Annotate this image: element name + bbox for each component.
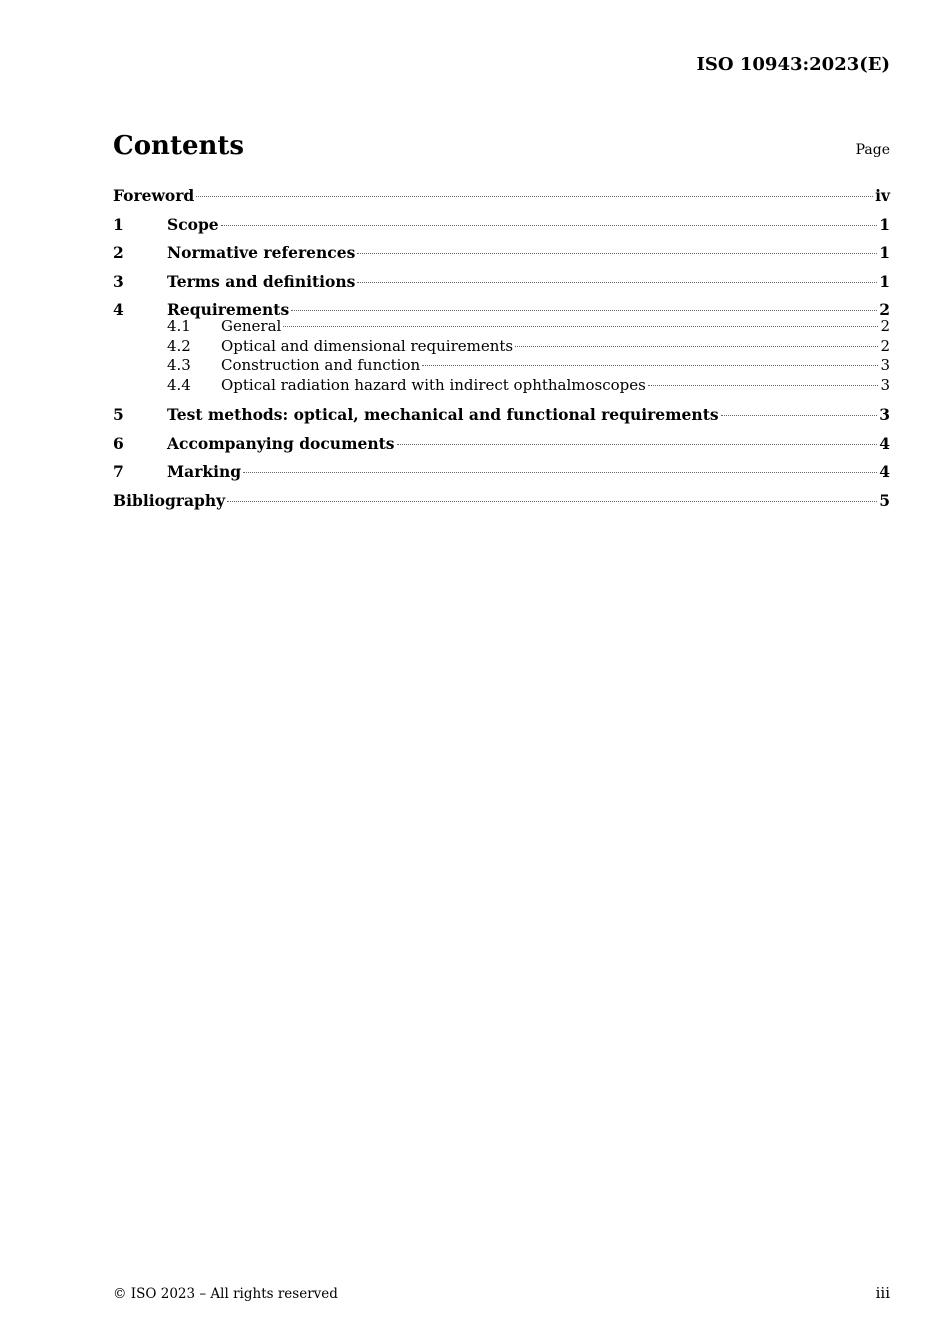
toc-entry-page: 2	[880, 336, 890, 355]
dot-leader	[515, 346, 878, 347]
toc-entry-title: Construction and function	[221, 356, 421, 374]
toc-entry-page: 1	[879, 271, 890, 291]
dot-leader	[196, 196, 873, 197]
toc-entry-title: General	[221, 317, 282, 335]
toc-entry-number: 6	[113, 433, 124, 453]
page-column-label: Page	[855, 142, 890, 158]
toc-entry-title: Terms and definitions	[167, 271, 356, 291]
toc-entry-title: Bibliography	[113, 490, 226, 510]
toc-subentry-optical-radiation-hazard[interactable]	[113, 376, 890, 396]
toc-subentry-construction-function[interactable]	[113, 356, 890, 376]
toc-entry-number: 4.4	[167, 375, 191, 394]
toc-entry-page: 1	[879, 214, 890, 234]
toc-entry-number: 5	[113, 405, 124, 424]
toc-entry-normative-references[interactable]	[113, 241, 890, 270]
toc-entry-number: 2	[113, 243, 124, 262]
toc-entry-foreword[interactable]	[113, 184, 890, 213]
toc-entry-page: 3	[879, 405, 890, 424]
toc-entry-number: 7	[113, 462, 124, 481]
toc-entry-accompanying-documents[interactable]	[113, 432, 890, 461]
toc-entry-title: Accompanying documents	[167, 433, 395, 453]
dot-leader	[221, 225, 878, 226]
toc-entry-bibliography[interactable]	[113, 489, 890, 518]
toc-entry-page: 4	[879, 433, 890, 453]
toc-entry-title: Scope	[167, 214, 219, 234]
toc-entry-number: 4	[113, 300, 124, 319]
toc-entry-page: 1	[879, 243, 890, 262]
toc-entry-number: 4.1	[167, 317, 191, 335]
toc-entry-page: 4	[879, 462, 890, 481]
dot-leader	[227, 501, 877, 502]
toc-subentry-general[interactable]	[113, 317, 890, 337]
dot-leader	[291, 310, 877, 311]
dot-leader	[721, 415, 878, 416]
toc-entry-page: 3	[880, 375, 890, 394]
document-id: ISO 10943:2023(E)	[696, 54, 890, 75]
toc-entry-scope[interactable]	[113, 213, 890, 242]
toc-entry-number: 3	[113, 271, 124, 291]
dot-leader	[357, 253, 877, 254]
toc-entry-page: 3	[880, 356, 890, 374]
contents-heading: Contents	[113, 131, 245, 161]
toc-entry-title: Test methods: optical, mechanical and functional requirements	[167, 405, 719, 424]
toc-entry-page: 2	[880, 317, 890, 335]
dot-leader	[422, 365, 878, 366]
toc-entry-page: 2	[879, 300, 890, 319]
toc-entry-number: 1	[113, 214, 124, 234]
toc-entry-title: Normative references	[167, 243, 356, 262]
toc-entry-page: iv	[875, 186, 890, 205]
toc-entry-title: Foreword	[113, 186, 195, 205]
page-number: iii	[875, 1284, 890, 1302]
toc-entry-marking[interactable]	[113, 460, 890, 489]
toc-entry-page: 5	[879, 490, 890, 510]
toc-entry-test-methods[interactable]	[113, 403, 890, 432]
toc-entry-terms-and-definitions[interactable]	[113, 270, 890, 299]
toc-entry-number: 4.2	[167, 336, 191, 355]
dot-leader	[283, 326, 878, 327]
toc-subentry-optical-dimensional[interactable]	[113, 337, 890, 357]
toc-entry-title: Optical and dimensional requirements	[221, 336, 514, 355]
toc-entry-number: 4.3	[167, 356, 191, 374]
dot-leader	[648, 385, 879, 386]
copyright-notice: © ISO 2023 – All rights reserved	[113, 1286, 338, 1302]
dot-leader	[397, 444, 878, 445]
toc-entry-title: Optical radiation hazard with indirect ophthalmoscopes	[221, 375, 646, 394]
dot-leader	[357, 282, 877, 283]
table-of-contents	[113, 184, 890, 517]
toc-entry-title: Requirements	[167, 300, 290, 319]
toc-entry-title: Marking	[167, 462, 242, 481]
dot-leader	[243, 472, 877, 473]
